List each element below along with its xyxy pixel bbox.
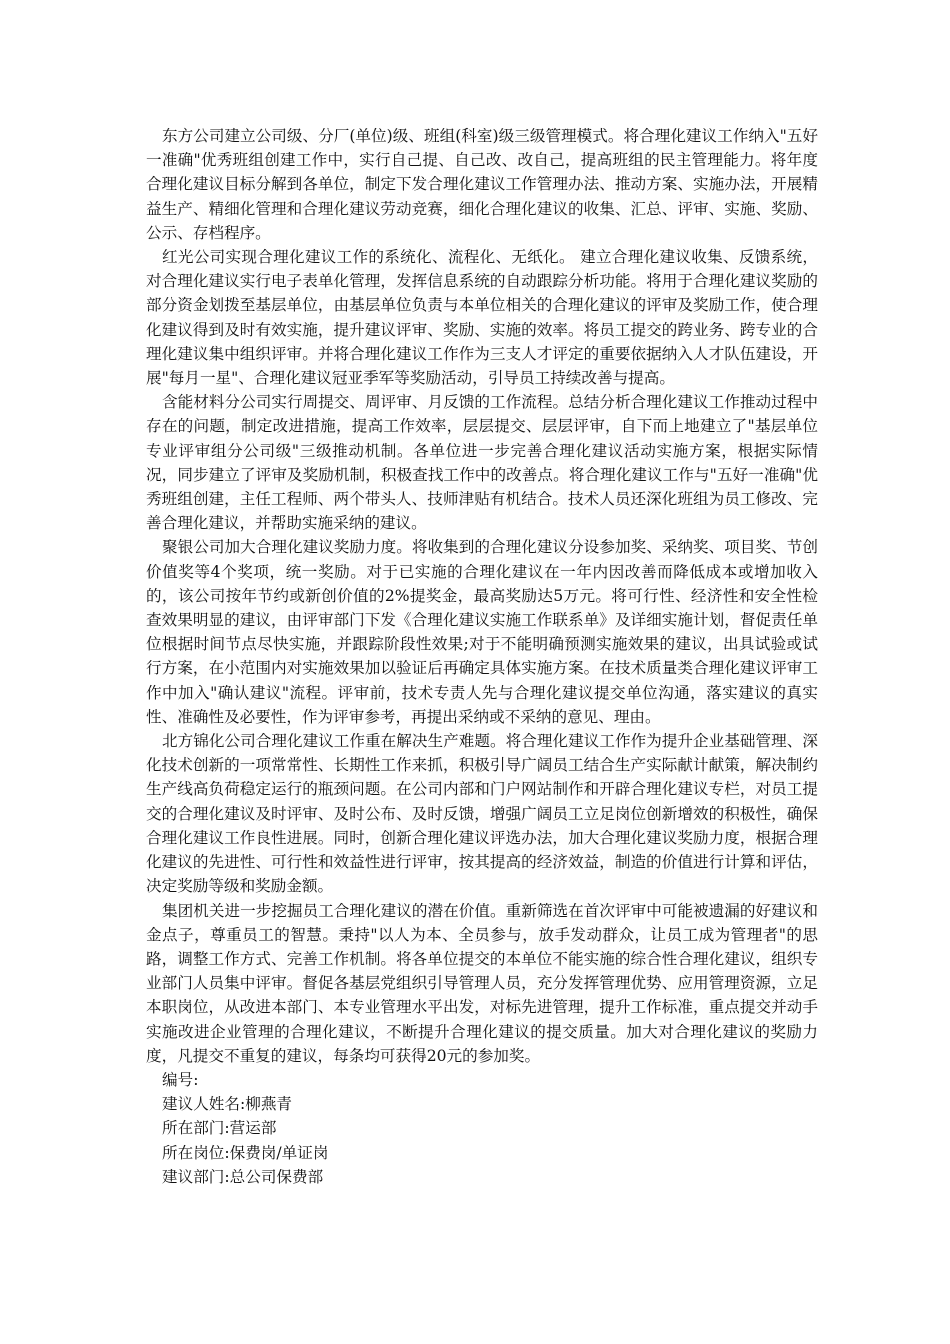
document-page (146, 124, 818, 1189)
paragraph-group-office: 集团机关进一步挖掘员工合理化建议的潜在价值。重新筛选在首次评审中可能被遗漏的好建议和金点子，尊重员工的智慧。秉持"以人为本、全员参与，放手发动群众，让员工成为管理者"的思路，调整工作方式、完善工作机制。将各单位提交的本单位不能实施的综合性合理化建议，组织专业部门人员集中评审。督促各基层党组织引导管理人员，充分发挥管理优势、应用管理资源，立足本职岗位，从改进本部门、本专业管理水平出发，对标先进管理，提升工作标准，重点提交并动手实施改进企业管理的合理化建议，不断提升合理化建议的提交质量。加大对合理化建议的奖励力度，凡提交不重复的建议，每条均可获得20元的参加奖。 (146, 901, 818, 1065)
field-department: 所在部门:营运部 (162, 1119, 277, 1138)
paragraph-hongguang: 红光公司实现合理化建议工作的系统化、流程化、无纸化。 建立合理化建议收集、反馈系统，对合理化建议实行电子表单化管理，发挥信息系统的自动跟踪分析功能。将用于合理化建议奖励的部分资金划拨至基层单位，由基层单位负责与本单位相关的合理化建议的评审及奖励工作，使合理化建议得到及时有效实施，提升建议评审、奖励、实施的效率。将员工提交的跨业务、跨专业的合理化建议集中组织评审。并将合理化建议工作作为三支人才评定的重要依据纳入人才队伍建设，开展"每月一星"、合理化建议冠亚季军等奖励活动，引导员工持续改善与提高。 (146, 248, 818, 388)
paragraph-beifang-jinhua: 北方锦化公司合理化建议工作重在解决生产难题。将合理化建议工作作为提升企业基础管理、深化技术创新的一项常常性、长期性工作来抓，积极引导广阔员工结合生产实际献计献策，解决制约生产线高负荷稳定运行的瓶颈问题。在公司内部和门户网站制作和开辟合理化建议专栏，对员工提交的合理化建议及时评审、及时公布、及时反馈，增强广阔员工立足岗位创新增效的积极性，确保合理化建议工作良性进展。同时，创新合理化建议评选办法，加大合理化建议奖励力度，根据合理化建议的先进性、可行性和效益性进行评审，按其提高的经济效益，制造的价值进行计算和评估，决定奖励等级和奖励金额。 (146, 732, 818, 896)
field-position: 所在岗位:保费岗/单证岗 (162, 1143, 329, 1162)
paragraph-dongfang: 东方公司建立公司级、分厂(单位)级、班组(科室)级三级管理模式。将合理化建议工作纳入"五好一准确"优秀班组创建工作中，实行自己提、自己改、改自己，提高班组的民主管理能力。将年度合理化建议目标分解到各单位，制定下发合理化建议工作管理办法、推动方案、实施办法，开展精益生产、精细化管理和合理化建议劳动竞赛，细化合理化建议的收集、汇总、评审、实施、奖励、公示、存档程序。 (146, 127, 818, 242)
paragraph-juyin: 聚银公司加大合理化建议奖励力度。将收集到的合理化建议分设参加奖、采纳奖、项目奖、节创价值奖等4个奖项，统一奖励。对于已实施的合理化建议在一年内因改善而降低成本或增加收入的，该公司按年节约或新创价值的2%提奖金，最高奖励达5万元。将可行性、经济性和安全性检查效果明显的建议，由评审部门下发《合理化建议实施工作联系单》及详细实施计划，督促责任单位根据时间节点尽快实施，并跟踪阶段性效果;对于不能明确预测实施效果的建议，出具试验或试行方案，在小范围内对实施效果加以验证后再确定具体实施方案。在技术质量类合理化建议评审工作中加入"确认建议"流程。评审前，技术专责人先与合理化建议提交单位沟通，落实建议的真实性、准确性及必要性，作为评审参考，再提出采纳或不采纳的意见、理由。 (146, 538, 818, 726)
paragraph-hanneng: 含能材料分公司实行周提交、周评审、月反馈的工作流程。总结分析合理化建议工作推动过程中存在的问题，制定改进措施，提高工作效率，层层提交、层层评审，自下而上地建立了"基层单位专业评审组分公司级"三级推动机制。各单位进一步完善合理化建议活动实施方案，根据实际情况，同步建立了评审及奖励机制，积极查找工作中的改善点。将合理化建议工作与"五好一准确"优秀班组创建，主任工程师、两个带头人、技师津贴有机结合。技术人员还深化班组为员工修改、完善合理化建议，并帮助实施采纳的建议。 (146, 393, 818, 533)
field-number: 编号: (162, 1070, 199, 1089)
field-proposer-name: 建议人姓名:柳燕青 (162, 1095, 293, 1114)
field-proposal-department: 建议部门:总公司保费部 (162, 1167, 324, 1186)
